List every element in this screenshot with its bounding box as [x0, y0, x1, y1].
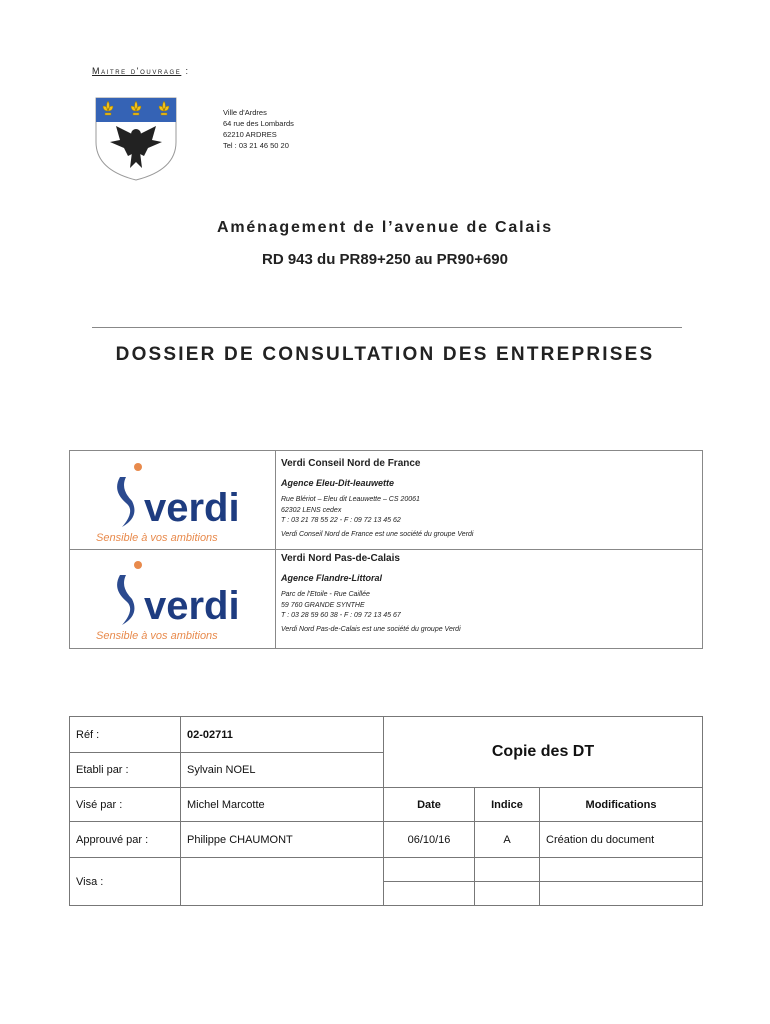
- approuve-label: Approuvé par :: [70, 822, 181, 858]
- maitre-ouvrage-label: Maitre d'ouvrage :: [92, 66, 190, 76]
- owner-name: Ville d'Ardres: [223, 108, 267, 117]
- indice-column-header: Indice: [475, 788, 540, 822]
- revision-modification: Création du document: [540, 822, 703, 858]
- agency-address-line: Parc de l'Etoile - Rue Caillée: [281, 591, 370, 598]
- project-subtitle: RD 943 du PR89+250 au PR90+690: [262, 251, 508, 268]
- agency-address-line: 62302 LENS cedex: [281, 506, 342, 514]
- agency-group-note: Verdi Nord Pas-de-Calais est une société du groupe Verdi: [281, 625, 461, 633]
- document-title-cell: Copie des DT: [384, 717, 703, 788]
- verdi-logo: [92, 555, 248, 641]
- agency-box-horizontal-divider: [70, 549, 702, 550]
- approuve-value: Philippe CHAUMONT: [181, 822, 384, 858]
- ardres-crest-logo: [94, 96, 178, 182]
- revision-modification: [540, 882, 703, 906]
- owner-city: 62210 ARDRES: [223, 130, 277, 139]
- document-info-table: [69, 716, 703, 906]
- etabli-label: Etabli par :: [70, 753, 181, 788]
- owner-address: [223, 107, 294, 151]
- modifications-column-header: Modifications: [540, 788, 703, 822]
- revision-date: [384, 858, 475, 882]
- agency-company-name: Verdi Nord Pas-de-Calais: [281, 553, 400, 564]
- ref-value: 02-02711: [181, 717, 384, 753]
- revision-date: 06/10/16: [384, 822, 475, 858]
- revision-indice: [475, 882, 540, 906]
- agency-address-line: 59 760 GRANDE SYNTHE: [281, 601, 365, 609]
- revision-date: [384, 882, 475, 906]
- revision-indice: A: [475, 822, 540, 858]
- divider: [92, 327, 682, 328]
- agency-branch-name: Agence Flandre-Littoral: [281, 573, 383, 583]
- agency-address-line: Rue Blériot – Eleu dit Leauwette – CS 20061: [281, 496, 420, 503]
- etabli-value: Sylvain NOEL: [181, 753, 384, 788]
- ref-label: Réf :: [70, 717, 181, 753]
- owner-tel: Tel : 03 21 46 50 20: [223, 141, 289, 150]
- date-column-header: Date: [384, 788, 475, 822]
- verdi-logo-word: verdi: [144, 486, 240, 530]
- agency-box: [69, 450, 703, 649]
- project-title: Aménagement de l’avenue de Calais: [217, 219, 553, 236]
- agency-phone-line: T : 03 21 78 55 22 - F : 09 72 13 45 62: [281, 517, 401, 524]
- owner-street: 64 rue des Lombards: [223, 119, 294, 128]
- agency-group-note: Verdi Conseil Nord de France est une société du groupe Verdi: [281, 530, 474, 538]
- verdi-logo: [92, 457, 248, 543]
- verdi-logo-word: verdi: [144, 584, 240, 628]
- visa-value: [181, 858, 384, 906]
- agency-block: [281, 457, 473, 540]
- verdi-logo-tagline: Sensible à vos ambitions: [96, 532, 218, 543]
- revision-modification: [540, 858, 703, 882]
- vise-label: Visé par :: [70, 788, 181, 822]
- verdi-logo-tagline: Sensible à vos ambitions: [96, 630, 218, 641]
- visa-label: Visa :: [70, 858, 181, 906]
- agency-block: [281, 552, 461, 635]
- agency-company-name: Verdi Conseil Nord de France: [281, 458, 421, 469]
- agency-phone-line: T : 03 28 59 60 38 - F : 09 72 13 45 67: [281, 612, 401, 619]
- agency-branch-name: Agence Eleu-Dit-leauwette: [281, 478, 395, 488]
- vise-value: Michel Marcotte: [181, 788, 384, 822]
- revision-indice: [475, 858, 540, 882]
- document-type-heading: DOSSIER DE CONSULTATION DES ENTREPRISES: [115, 344, 655, 365]
